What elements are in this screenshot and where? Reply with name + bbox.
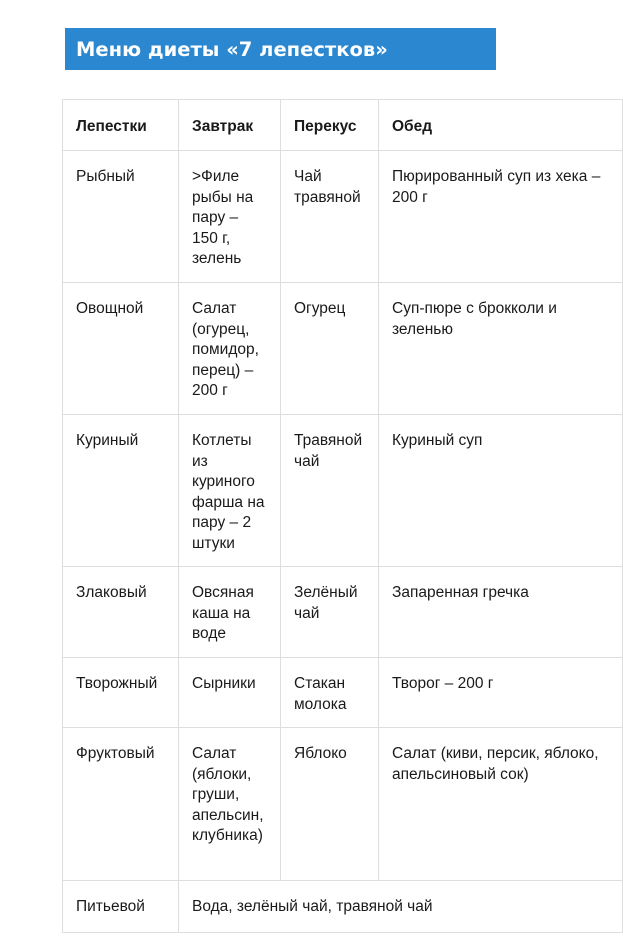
petal-name-cell: Рыбный — [63, 151, 179, 283]
breakfast-cell: Овсяная каша на воде — [179, 567, 281, 658]
lunch-cell: Пюрированный суп из хека – 200 г — [379, 151, 623, 283]
table-row — [63, 881, 623, 933]
petal-name-cell: Фруктовый — [63, 728, 179, 881]
column-header-lunch: Обед — [379, 100, 623, 151]
petal-name-cell: Злаковый — [63, 567, 179, 658]
table-header-row — [63, 100, 623, 151]
table-scroll-container[interactable] — [62, 99, 601, 932]
petal-name-cell: Куриный — [63, 415, 179, 567]
breakfast-cell: Сырники — [179, 658, 281, 728]
table-row — [63, 283, 623, 415]
lunch-cell: Салат (киви, персик, яблоко, апельсиновый сок) — [379, 728, 623, 881]
snack-cell: Травяной чай — [281, 415, 379, 567]
snack-cell: Чай травяной — [281, 151, 379, 283]
breakfast-cell: Котлеты из куриного фарша на пару – 2 штуки — [179, 415, 281, 567]
petal-name-cell: Творожный — [63, 658, 179, 728]
drinks-cell: Вода, зелёный чай, травяной чай — [179, 881, 623, 933]
column-header-petals: Лепестки — [63, 100, 179, 151]
page-title: Меню диеты «7 лепестков» — [76, 37, 388, 61]
snack-cell: Яблоко — [281, 728, 379, 881]
table-row — [63, 151, 623, 283]
diet-menu-table — [62, 99, 623, 933]
table-row — [63, 567, 623, 658]
snack-cell: Зелёный чай — [281, 567, 379, 658]
table-row — [63, 658, 623, 728]
lunch-cell: Суп-пюре с брокколи и зеленью — [379, 283, 623, 415]
lunch-cell: Творог – 200 г — [379, 658, 623, 728]
lunch-cell: Куриный суп — [379, 415, 623, 567]
petal-name-cell: Овощной — [63, 283, 179, 415]
snack-cell: Огурец — [281, 283, 379, 415]
snack-cell: Стакан молока — [281, 658, 379, 728]
breakfast-cell: Салат (огурец, помидор, перец) – 200 г — [179, 283, 281, 415]
breakfast-cell: Салат (яблоки, груши, апельсин, клубника) — [179, 728, 281, 881]
column-header-breakfast: Завтрак — [179, 100, 281, 151]
petal-name-cell: Питьевой — [63, 881, 179, 933]
table-row — [63, 728, 623, 881]
lunch-cell: Запаренная гречка — [379, 567, 623, 658]
table-row — [63, 415, 623, 567]
page-title-banner — [65, 28, 496, 70]
column-header-snack: Перекус — [281, 100, 379, 151]
breakfast-cell: >Филе рыбы на пару – 150 г, зелень — [179, 151, 281, 283]
